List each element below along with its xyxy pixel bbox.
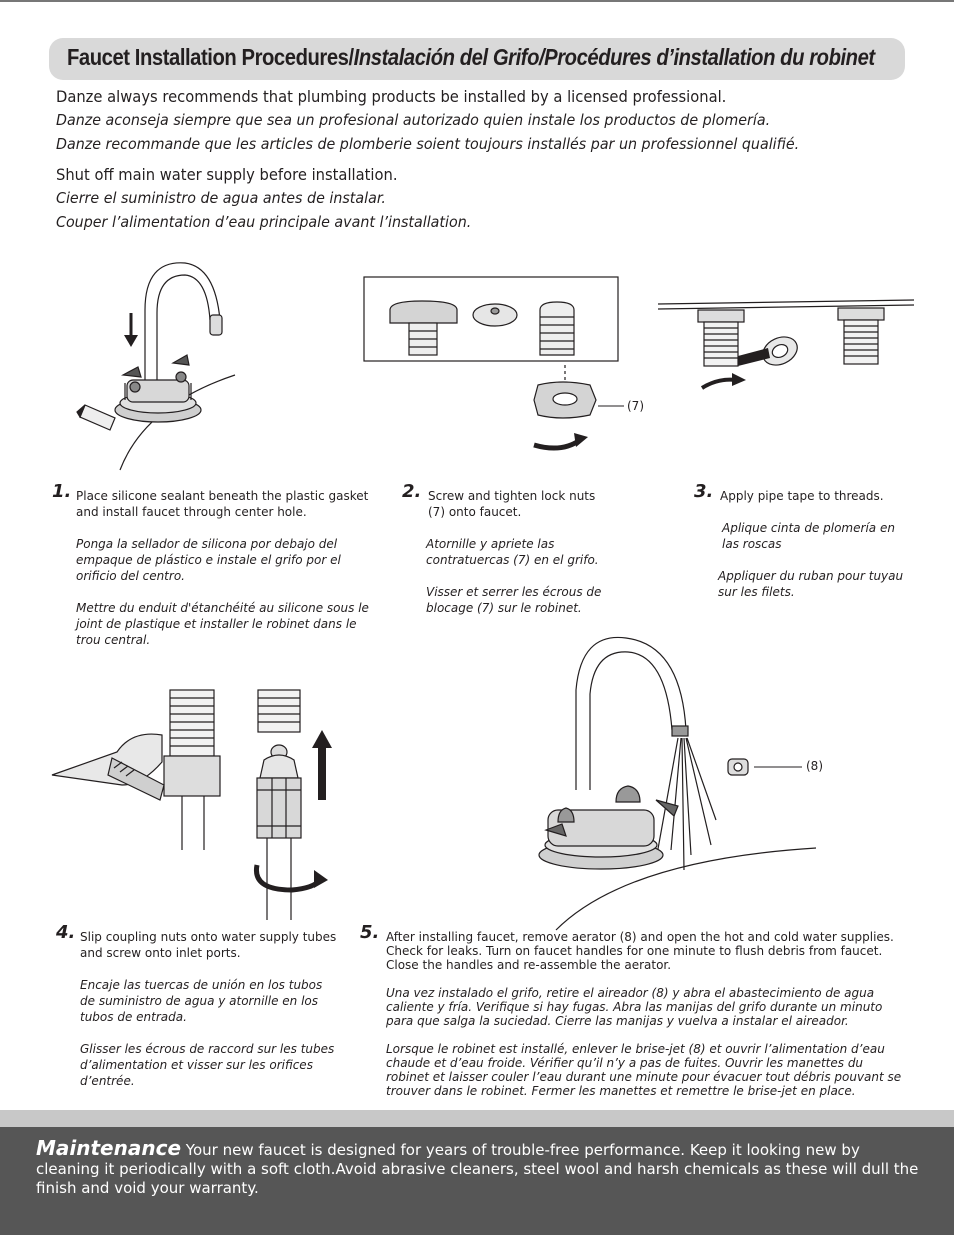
title-en: Faucet Installation Procedures/ <box>67 44 354 70</box>
title-es: Instalación del Grifo/ <box>353 44 545 70</box>
step-1-fr: Mettre du enduit d'étanchéité au silicone sous le joint de plastique et installer le robinet dans le trou central. <box>76 601 369 647</box>
intro-recommend-fr: Danze recommande que les articles de plomberie soient toujours installés par un professionnel qualifié. <box>56 135 800 153</box>
maintenance-band <box>0 1110 954 1127</box>
step-4 <box>56 922 350 1105</box>
top-rule <box>0 0 954 2</box>
step-3-es: Aplique cinta de plomería en las roscas <box>722 521 895 551</box>
callout-part7: (7) <box>627 399 644 413</box>
step4-coupling-nuts-illustration <box>52 690 332 920</box>
maintenance-title: Maintenance <box>36 1136 182 1160</box>
step-4-es: Encaje las tuercas de unión en los tubos de suministro de agua y atornille en los tubos de entrada. <box>80 978 323 1024</box>
step-5 <box>360 922 906 1112</box>
title-bar <box>49 38 905 80</box>
step-1-number: 1. <box>52 481 72 502</box>
callout-part8: (8) <box>806 759 823 773</box>
step-2-fr: Visser et serrer les écrous de blocage (7) sur le robinet. <box>426 585 602 615</box>
step-3-fr: Appliquer du ruban pour tuyau sur les filets. <box>718 569 904 599</box>
step-2-en: Screw and tighten lock nuts (7) onto faucet. <box>428 489 596 519</box>
step2-lock-nuts-illustration <box>362 275 622 455</box>
intro-shutoff-fr: Couper l’alimentation d’eau principale avant l’installation. <box>56 213 472 231</box>
step1-faucet-sealant-illustration <box>75 255 245 470</box>
intro-recommend-es: Danze aconseja siempre que sea un profesional autorizado quien instale los productos de plomería. <box>56 111 771 129</box>
step-5-en: After installing faucet, remove aerator (8) and open the hot and cold water supplies. Check for leaks. Turn on faucet handles for one minute to flush debris from faucet. Close the handles and re-assemble the aerator. <box>386 930 894 972</box>
step5-faucet-flush-illustration <box>506 630 826 930</box>
step-2 <box>402 481 643 632</box>
step-4-number: 4. <box>56 922 76 943</box>
maintenance-text: Your new faucet is designed for years of trouble-free performance. Keep it looking new by cleaning it periodically with a soft cloth.Avoid abrasive cleaners, steel wool and harsh chemicals as these will dull the finish and void your warranty. <box>36 1141 919 1197</box>
step-5-fr: Lorsque le robinet est installé, enlever le brise-jet (8) et ouvrir l’alimentation d’eau chaude et d’eau froide. Vérifier qu’il n’y a pas de fuites. Ouvrir les manettes du robinet et laisser couler l’eau durant une minute pour évacuer tout débris pouvant se trouver dans le robinet. Fermer les manettes et remettre le brise-jet en place. <box>386 1042 902 1098</box>
step-1-es: Ponga la sellador de silicona por debajo del empaque de plástico e instale el grifo por el orificio del centro. <box>76 537 341 583</box>
maintenance-section <box>0 1127 954 1235</box>
step-5-es: Una vez instalado el grifo, retire el aireador (8) y abra el abastecimiento de agua caliente y fría. Verifique si hay fugas. Abra las manijas del grifo durante un minuto para que salga la suciedad. Cierre las manijas y vuelva a instalar el aireador. <box>386 986 883 1028</box>
step-5-number: 5. <box>360 922 380 943</box>
step-4-fr: Glisser les écrous de raccord sur les tubes d’alimentation et visser sur les orifices d’entrée. <box>80 1042 335 1088</box>
step-3-number: 3. <box>694 481 714 502</box>
maintenance-body <box>36 1136 926 1198</box>
step-3 <box>694 481 920 616</box>
intro-recommend-en: Danze always recommends that plumbing products be installed by a licensed professional. <box>56 87 727 106</box>
intro-shutoff-es: Cierre el suministro de agua antes de instalar. <box>56 189 386 207</box>
step-3-en: Apply pipe tape to threads. <box>720 489 884 503</box>
step-2-number: 2. <box>402 481 422 502</box>
step-1-en: Place silicone sealant beneath the plastic gasket and install faucet through center hole. <box>76 489 369 519</box>
title-fr: Procédures d’installation du robinet <box>544 44 875 70</box>
step3-pipe-tape-illustration <box>658 296 916 396</box>
page-title <box>67 44 875 71</box>
intro-shutoff-en: Shut off main water supply before installation. <box>56 165 398 184</box>
step-2-es: Atornille y apriete las contratuercas (7) en el grifo. <box>426 537 599 567</box>
step-1 <box>52 481 376 664</box>
step-4-en: Slip coupling nuts onto water supply tubes and screw onto inlet ports. <box>80 930 337 960</box>
